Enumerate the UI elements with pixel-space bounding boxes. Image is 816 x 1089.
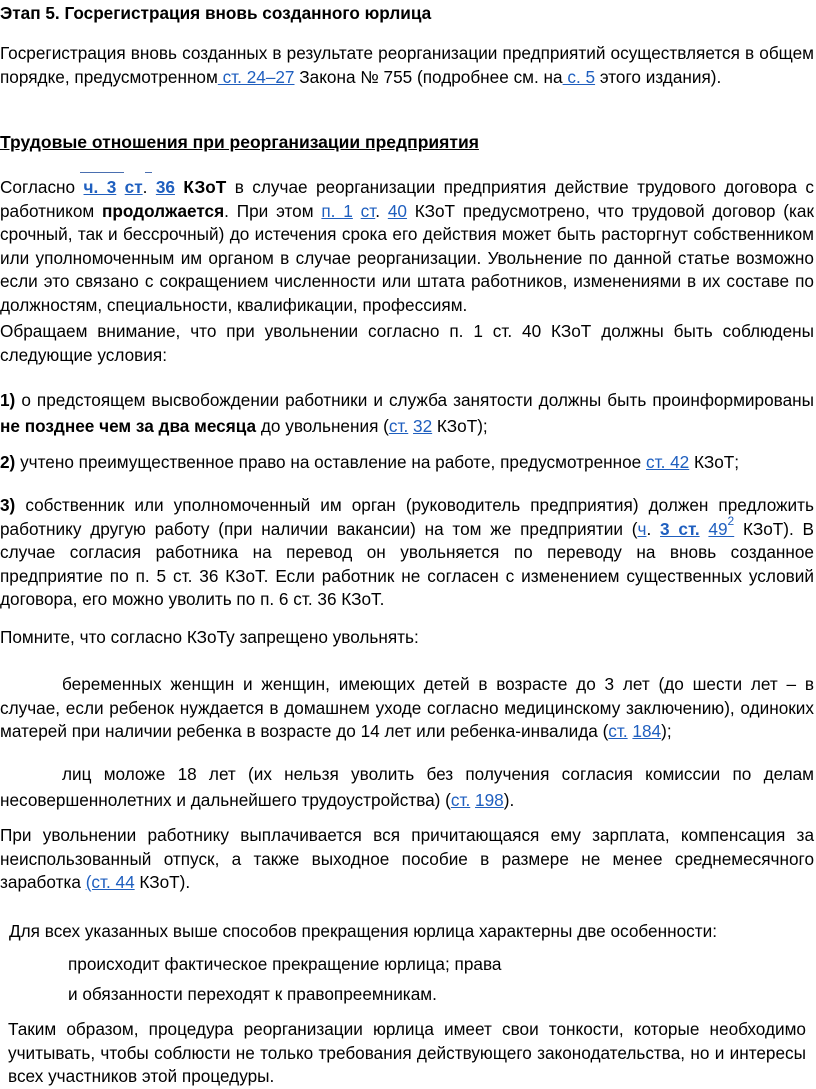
superscript-2: 2 — [727, 513, 735, 528]
link-part-3[interactable]: ч. 3 — [83, 177, 117, 197]
link-part-3-article[interactable]: 3 ст. — [660, 518, 700, 539]
paragraph-dismissal-prohibited: Помните, что согласно КЗоТу запрещено увольнять: — [0, 627, 419, 647]
paragraph-conclusion: Таким образом, процедура реорганизации юрлица имеет свои тонкости, которые необходимо учитывать, чтобы соблюсти не только требования действующего законодательства, но и интересы всех участников этой процедуры. — [8, 1019, 806, 1086]
link-article-42[interactable]: ст. 42 — [646, 452, 690, 472]
link-article-198[interactable]: 198 — [475, 790, 504, 810]
paragraph-severance: При увольнении работнику выплачивается вся причитающаяся ему зарплата, компенсация за неиспользованный отпуск, а также выходное пособие в размере не менее среднемесячного заработка (ст. 44 КЗоТ). — [0, 825, 814, 892]
link-article[interactable]: ст. — [608, 721, 628, 741]
link-page-5[interactable]: с. 5 — [562, 66, 596, 87]
link-clause-1[interactable]: п. 1 — [321, 200, 353, 221]
paragraph-conditions-intro: Обращаем внимание, что при увольнении согласно п. 1 ст. 40 КЗоТ должны быть соблюдены следующие условия: — [0, 321, 814, 365]
link-article-40[interactable]: 40 — [387, 200, 407, 221]
condition-3: 3) собственник или уполномоченный им орган (руководитель предприятия) должен предложить работнику другую работу (при наличии вакансии) на том же предприятии (ч. 3 ст. 49$^2$ КЗоТ). В случае согласия работника на перевод он увольняется по переводу на вновь созданное предприятие по п. 5 ст. 36 КЗоТ. Если работник не согласен с изменением существенных условий договора, его можно уволить по п. 6 ст. 36 КЗоТ. — [0, 495, 814, 609]
link-article[interactable]: ст — [360, 200, 376, 221]
protected-group-pregnant-women: беременных женщин и женщин, имеющих детей в возрасте до 3 лет (до шести лет – в случае, если ребенок нуждается в домашнем уходе согласно медицинскому заключению), одиноких матерей при наличии ребенка в возрасте до 14 лет или ребенка-инвалида (ст. 184); — [0, 674, 814, 741]
feature-1: происходит фактическое прекращение юрлица; права — [68, 954, 502, 974]
feature-2: и обязанности переходят к правопреемникам. — [68, 984, 437, 1004]
decorative-overline — [80, 172, 124, 173]
paragraph-two-features: Для всех указанных выше способов прекращения юрлица характерны две особенности: — [9, 921, 717, 941]
link-article-49-2[interactable]: 49$^2$ — [708, 513, 735, 539]
link-article[interactable]: ст — [124, 177, 143, 197]
section-title-labor-relations: Трудовые отношения при реорганизации предприятия — [0, 132, 479, 152]
link-article-44[interactable]: (ст. 44 — [85, 872, 135, 892]
link-article-36[interactable]: 36 — [155, 177, 175, 197]
protected-group-minors: лиц моложе 18 лет (их нельзя уволить без получения согласия комиссии по делам несовершеннолетних и дальнейшего трудоустройства) (ст. 198). — [0, 764, 814, 810]
condition-2: 2) учтено преимущественное право на оставление на работе, предусмотренное ст. 42 КЗоТ; — [0, 452, 740, 472]
paragraph-state-registration: Госрегистрация вновь созданных в результате реорганизации предприятий осуществляется в общем порядке, предусмотренном ст. 24–27 Закона № 755 (подробнее см. на с. 5 этого издания). — [0, 43, 814, 87]
link-article[interactable]: ст. — [388, 416, 409, 436]
link-article[interactable]: ст. — [450, 790, 471, 810]
condition-1: 1) о предстоящем высвобождении работники и служба занятости должны быть проинформированы не позднее чем за два месяца до увольнения (ст. 32 КЗоТ); — [0, 390, 814, 436]
stage-heading: Этап 5. Госрегистрация вновь созданного юрлица — [0, 3, 432, 23]
link-part[interactable]: ч — [637, 518, 647, 539]
decorative-overline — [145, 172, 152, 173]
paragraph-labor-contract: Согласно ч. 3 ст. 36 КЗоТ в случае реорганизации предприятия действие трудового договора с работником продолжается. При этом п. 1 ст. 40 КЗоТ предусмотрено, что трудовой договор (как срочный, так и бессрочный) до истечения срока его действия может быть расторгнут собственником или уполномоченным им органом в случае реорганизации. Увольнение по данной статье возможно если это связано с сокращением численности или штата работников, изменениями в их составе по должностям, специальности, квалификации, профессиям. — [0, 177, 814, 315]
link-article-184[interactable]: 184 — [632, 721, 662, 741]
link-articles-24-27[interactable]: ст. 24–27 — [217, 66, 295, 87]
link-article-32[interactable]: 32 — [413, 416, 433, 436]
